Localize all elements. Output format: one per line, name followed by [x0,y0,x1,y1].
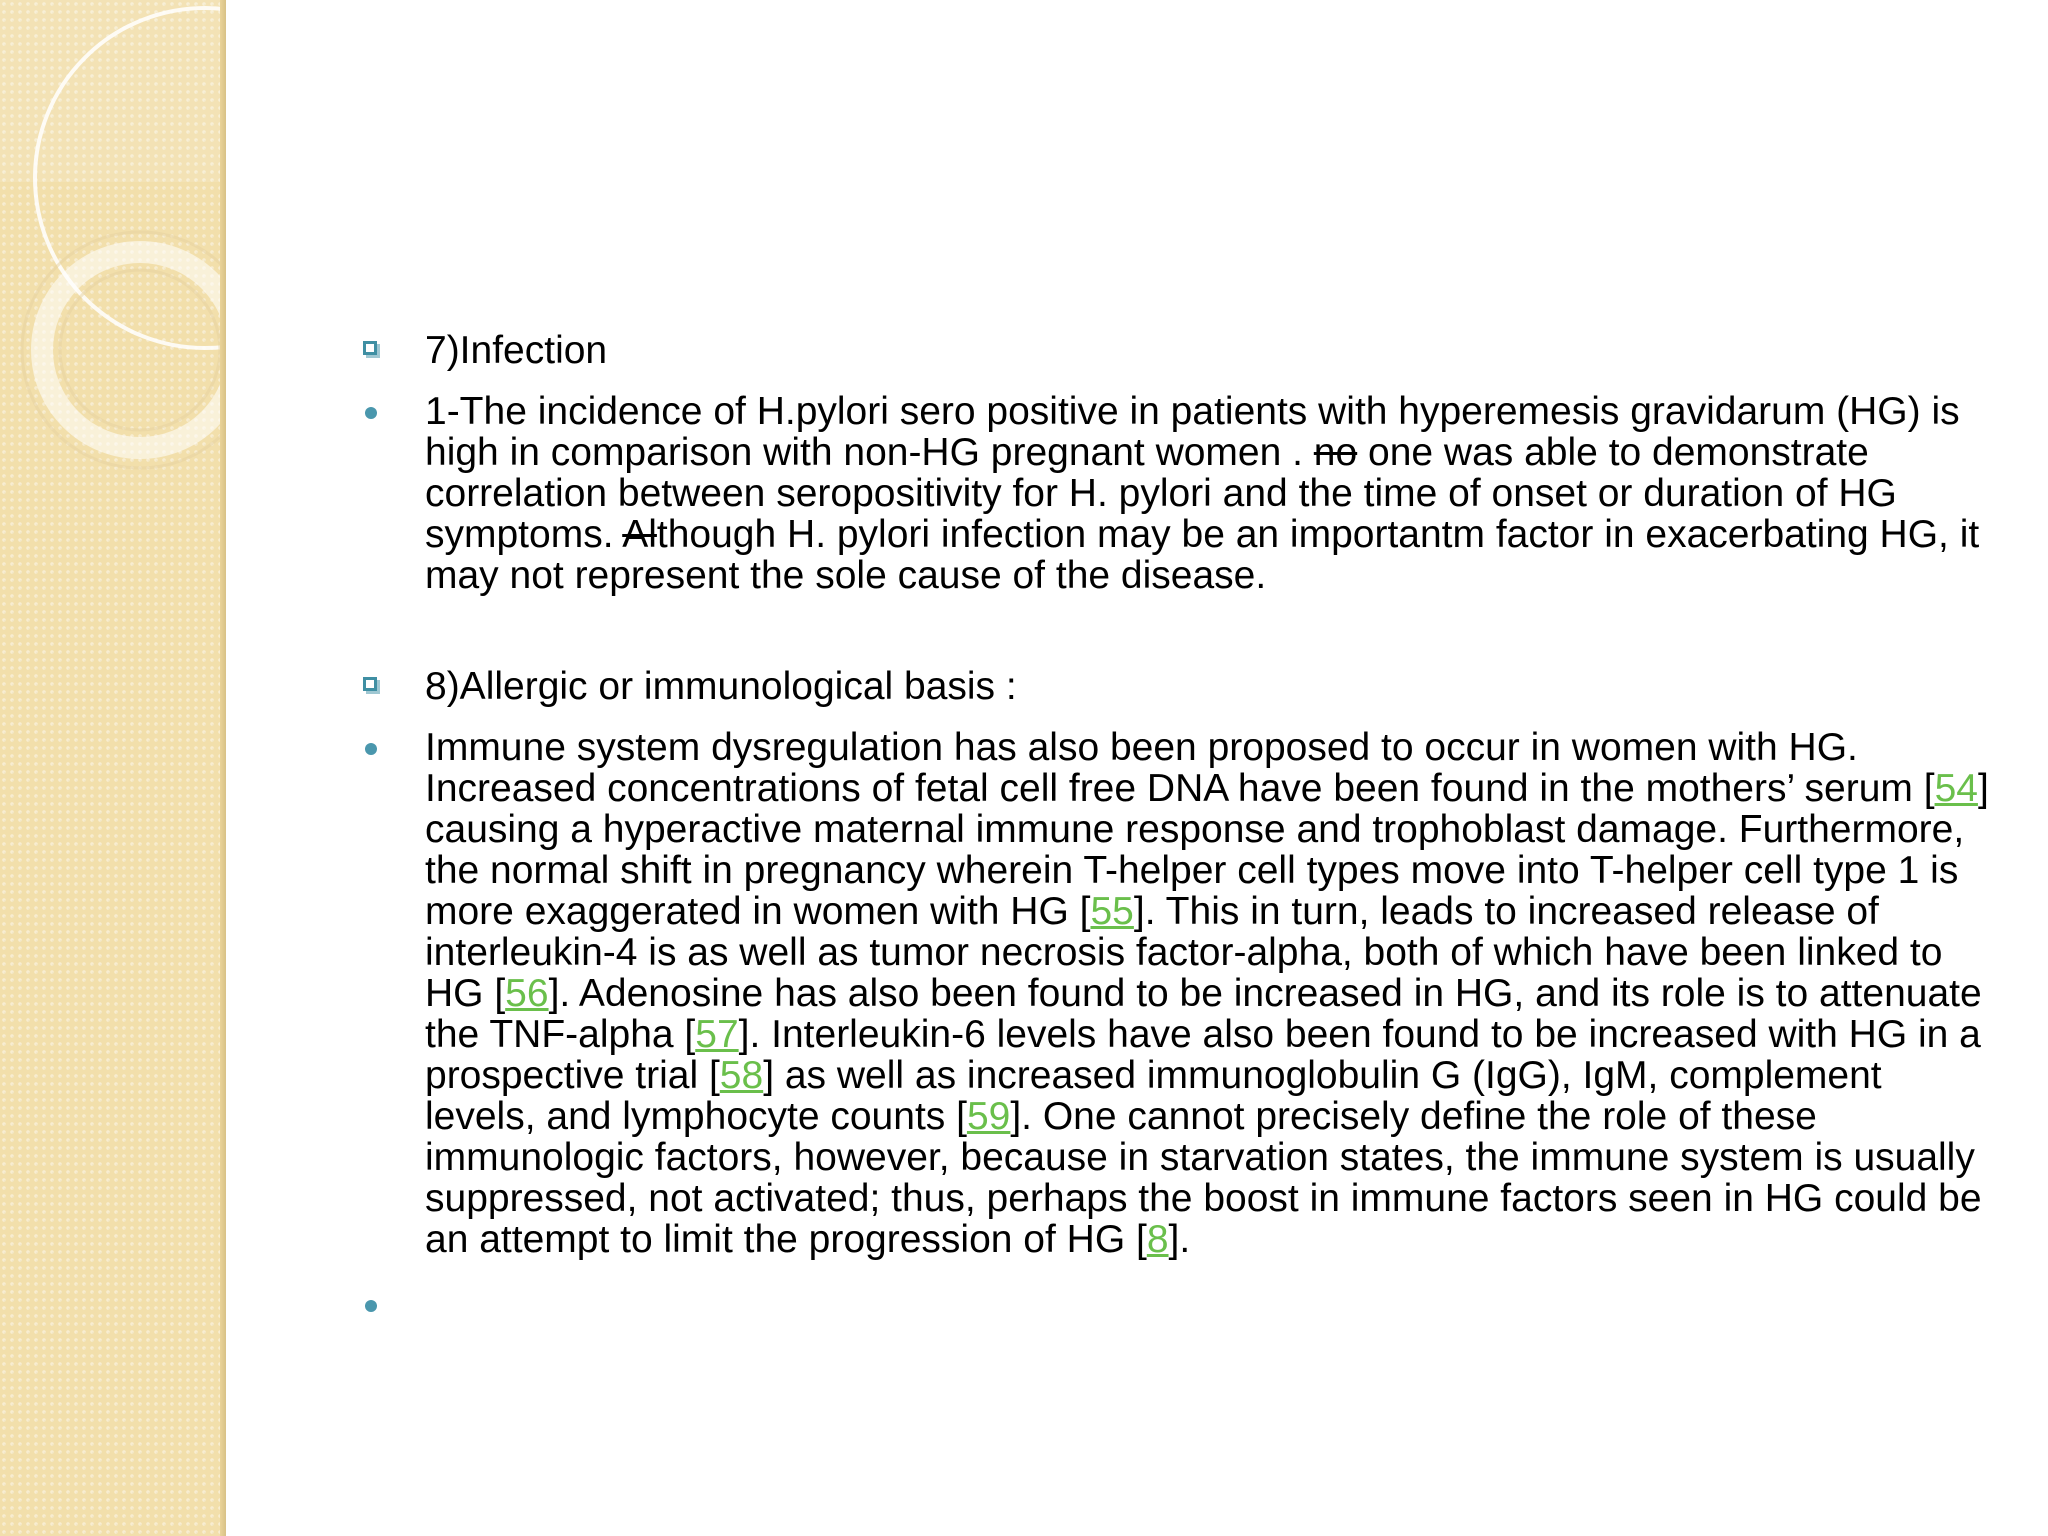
infection-paragraph [355,391,1995,596]
paragraph-text: ] as well as increased immunoglobulin G (IgG), IgM, complement levels, and lymphocyte counts [ [425,1054,1882,1138]
heading-text: 7)Infection [425,329,608,372]
paragraph-text: ]. [1168,1218,1191,1261]
sidebar-edge [220,0,226,1536]
paragraph-text: ]. This in turn, leads to increased release of interleukin-4 is as well as tumor necrosis factor-alpha, both of which have been linked to HG [ [425,890,1943,1015]
decorative-sidebar [0,0,226,1536]
reference-link-59[interactable]: 59 [966,1095,1011,1138]
heading-text: 8)Allergic or immunological basis : [425,665,1017,708]
square-bullet-icon [363,341,377,355]
section-heading-allergic [355,666,1995,707]
paragraph-text: ]. Adenosine has also been found to be increased in HG, and its role is to attenuate the TNF-alpha [ [425,972,1982,1056]
immunology-paragraph [355,727,1995,1260]
paragraph-text: 1-The incidence of H.pylori sero positive in patients with hyperemesis gravidarum (HG) is high in comparison with non-HG pregnant women . [425,390,1960,474]
decorative-rings [0,0,226,1536]
dot-bullet-icon [365,1300,377,1312]
paragraph-text: ]. Interleukin-6 levels have also been found to be increased with HG in a prospective trial [ [425,1013,1981,1097]
reference-link-57[interactable]: 57 [695,1013,739,1056]
reference-link-56[interactable]: 56 [505,972,549,1015]
square-bullet-icon [363,677,377,691]
dot-bullet-icon [365,743,377,755]
paragraph-text: ]. One cannot precisely define the role of these immunologic factors, however, because in starvation states, the immune system is usually suppressed, not activated; thus, perhaps the boost in immune factors seen in HG could be an attempt to limit the progression of HG [ [425,1095,1982,1261]
reference-link-55[interactable]: 55 [1090,890,1134,933]
dot-bullet-icon [365,407,377,419]
paragraph-text: one was able to demonstrate correlation between seropositivity for H. pylori and the time of onset or duration of HG symptoms. [425,431,1897,556]
reference-link-8[interactable]: 8 [1146,1218,1169,1261]
strikethrough-text: Al [622,513,657,556]
paragraph-text: though H. pylori infection may be an importantm factor in exacerbating HG, it may not represent the sole cause of the disease. [425,513,1980,597]
spacer [355,596,1995,666]
reference-link-54[interactable]: 54 [1934,767,1978,810]
reference-link-58[interactable]: 58 [719,1054,764,1097]
empty-bullet-item [355,1284,1995,1328]
paragraph-text: ] causing a hyperactive maternal immune response and trophoblast damage. Furthermore, the normal shift in pregnancy wherein T-helper cell types move into T-helper cell type 1 is more exaggerated in women with HG [ [425,767,1989,933]
paragraph-text: Immune system dysregulation has also been proposed to occur in women with HG. Increased concentrations of fetal cell free DNA have been found in the mothers’ serum [ [425,726,1935,810]
section-heading-infection [355,330,1995,371]
strikethrough-text: no [1313,431,1358,474]
slide-content [355,330,1995,1328]
